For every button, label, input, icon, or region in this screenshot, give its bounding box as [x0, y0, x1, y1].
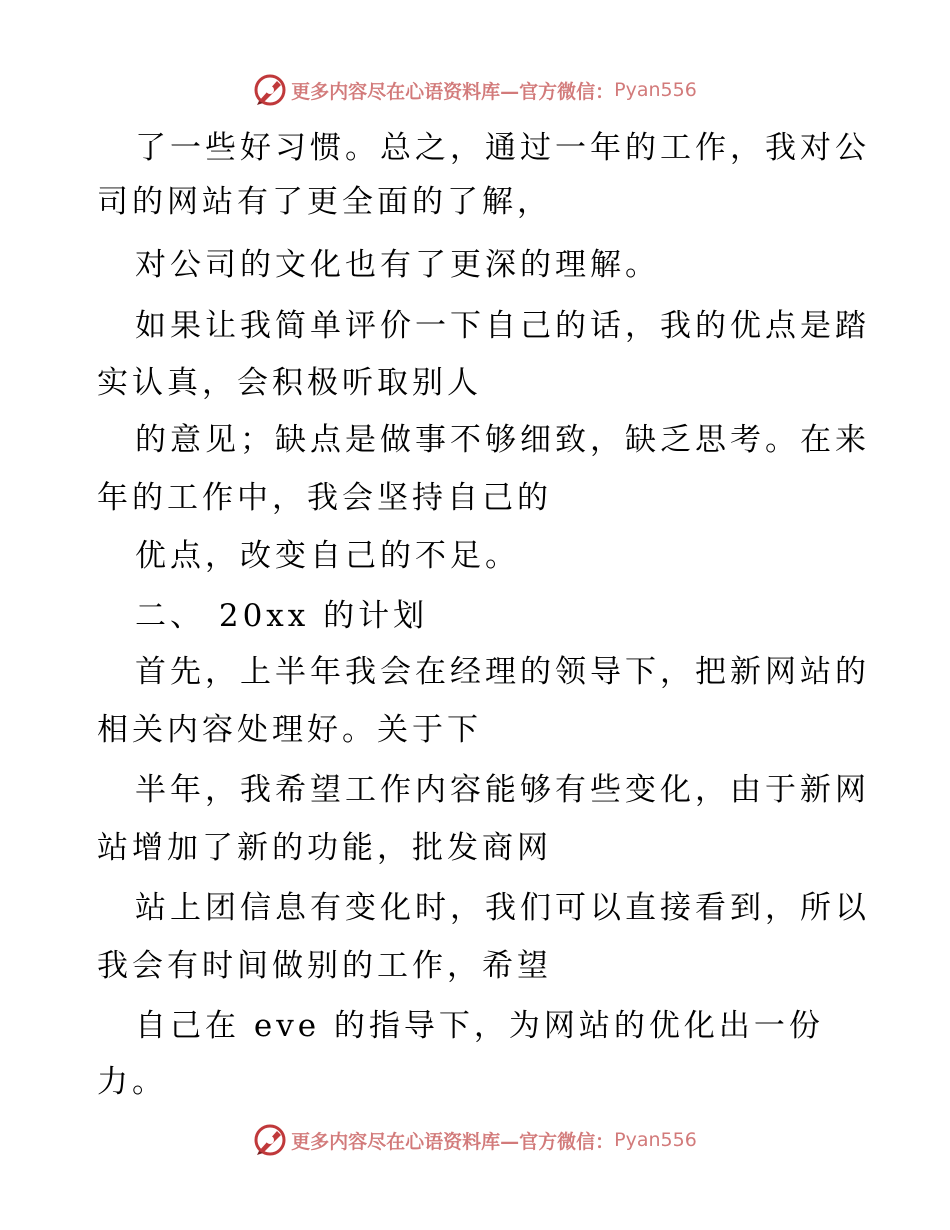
body-line: 相关内容处理好。关于下 [97, 712, 482, 748]
footer-banner-text: 更多内容尽在心语资料库—官方微信： [291, 1130, 615, 1153]
header-banner-text: 更多内容尽在心语资料库—官方微信： [291, 80, 615, 103]
body-line: 实认真，会积极听取别人 [97, 365, 482, 401]
body-line: 力。 [97, 1064, 167, 1100]
body-line: 的意见；缺点是做事不够细致，缺乏思考。在来 [135, 422, 870, 458]
header-banner-id: Pyan556 [614, 79, 697, 101]
footer-banner [0, 1120, 950, 1160]
body-line: 我会有时间做别的工作，希望 [97, 948, 552, 984]
body-line: 首先，上半年我会在经理的领导下，把新网站的 [135, 654, 870, 690]
body-line: 司的网站有了更全面的了解， [97, 184, 552, 220]
body-line: 站增加了新的功能，批发商网 [97, 830, 552, 866]
section-heading: 二、 20xx 的计划 [135, 598, 429, 634]
body-line: 对公司的文化也有了更深的理解。 [135, 247, 660, 283]
header-banner [0, 70, 950, 110]
body-line: 半年，我希望工作内容能够有些变化，由于新网 [135, 772, 870, 808]
footer-banner-id: Pyan556 [614, 1129, 697, 1151]
body-line: 年的工作中，我会坚持自己的 [97, 480, 552, 516]
body-line: 优点，改变自己的不足。 [135, 538, 520, 574]
body-line: 了一些好习惯。总之，通过一年的工作，我对公 [135, 130, 870, 166]
pen-logo-icon [253, 1123, 287, 1157]
body-line: 如果让我简单评价一下自己的话，我的优点是踏 [135, 308, 870, 344]
pen-logo-icon [253, 73, 287, 107]
body-line: 自己在 eve 的指导下，为网站的优化出一份 [135, 1008, 824, 1044]
body-line: 站上团信息有变化时，我们可以直接看到，所以 [135, 890, 870, 926]
